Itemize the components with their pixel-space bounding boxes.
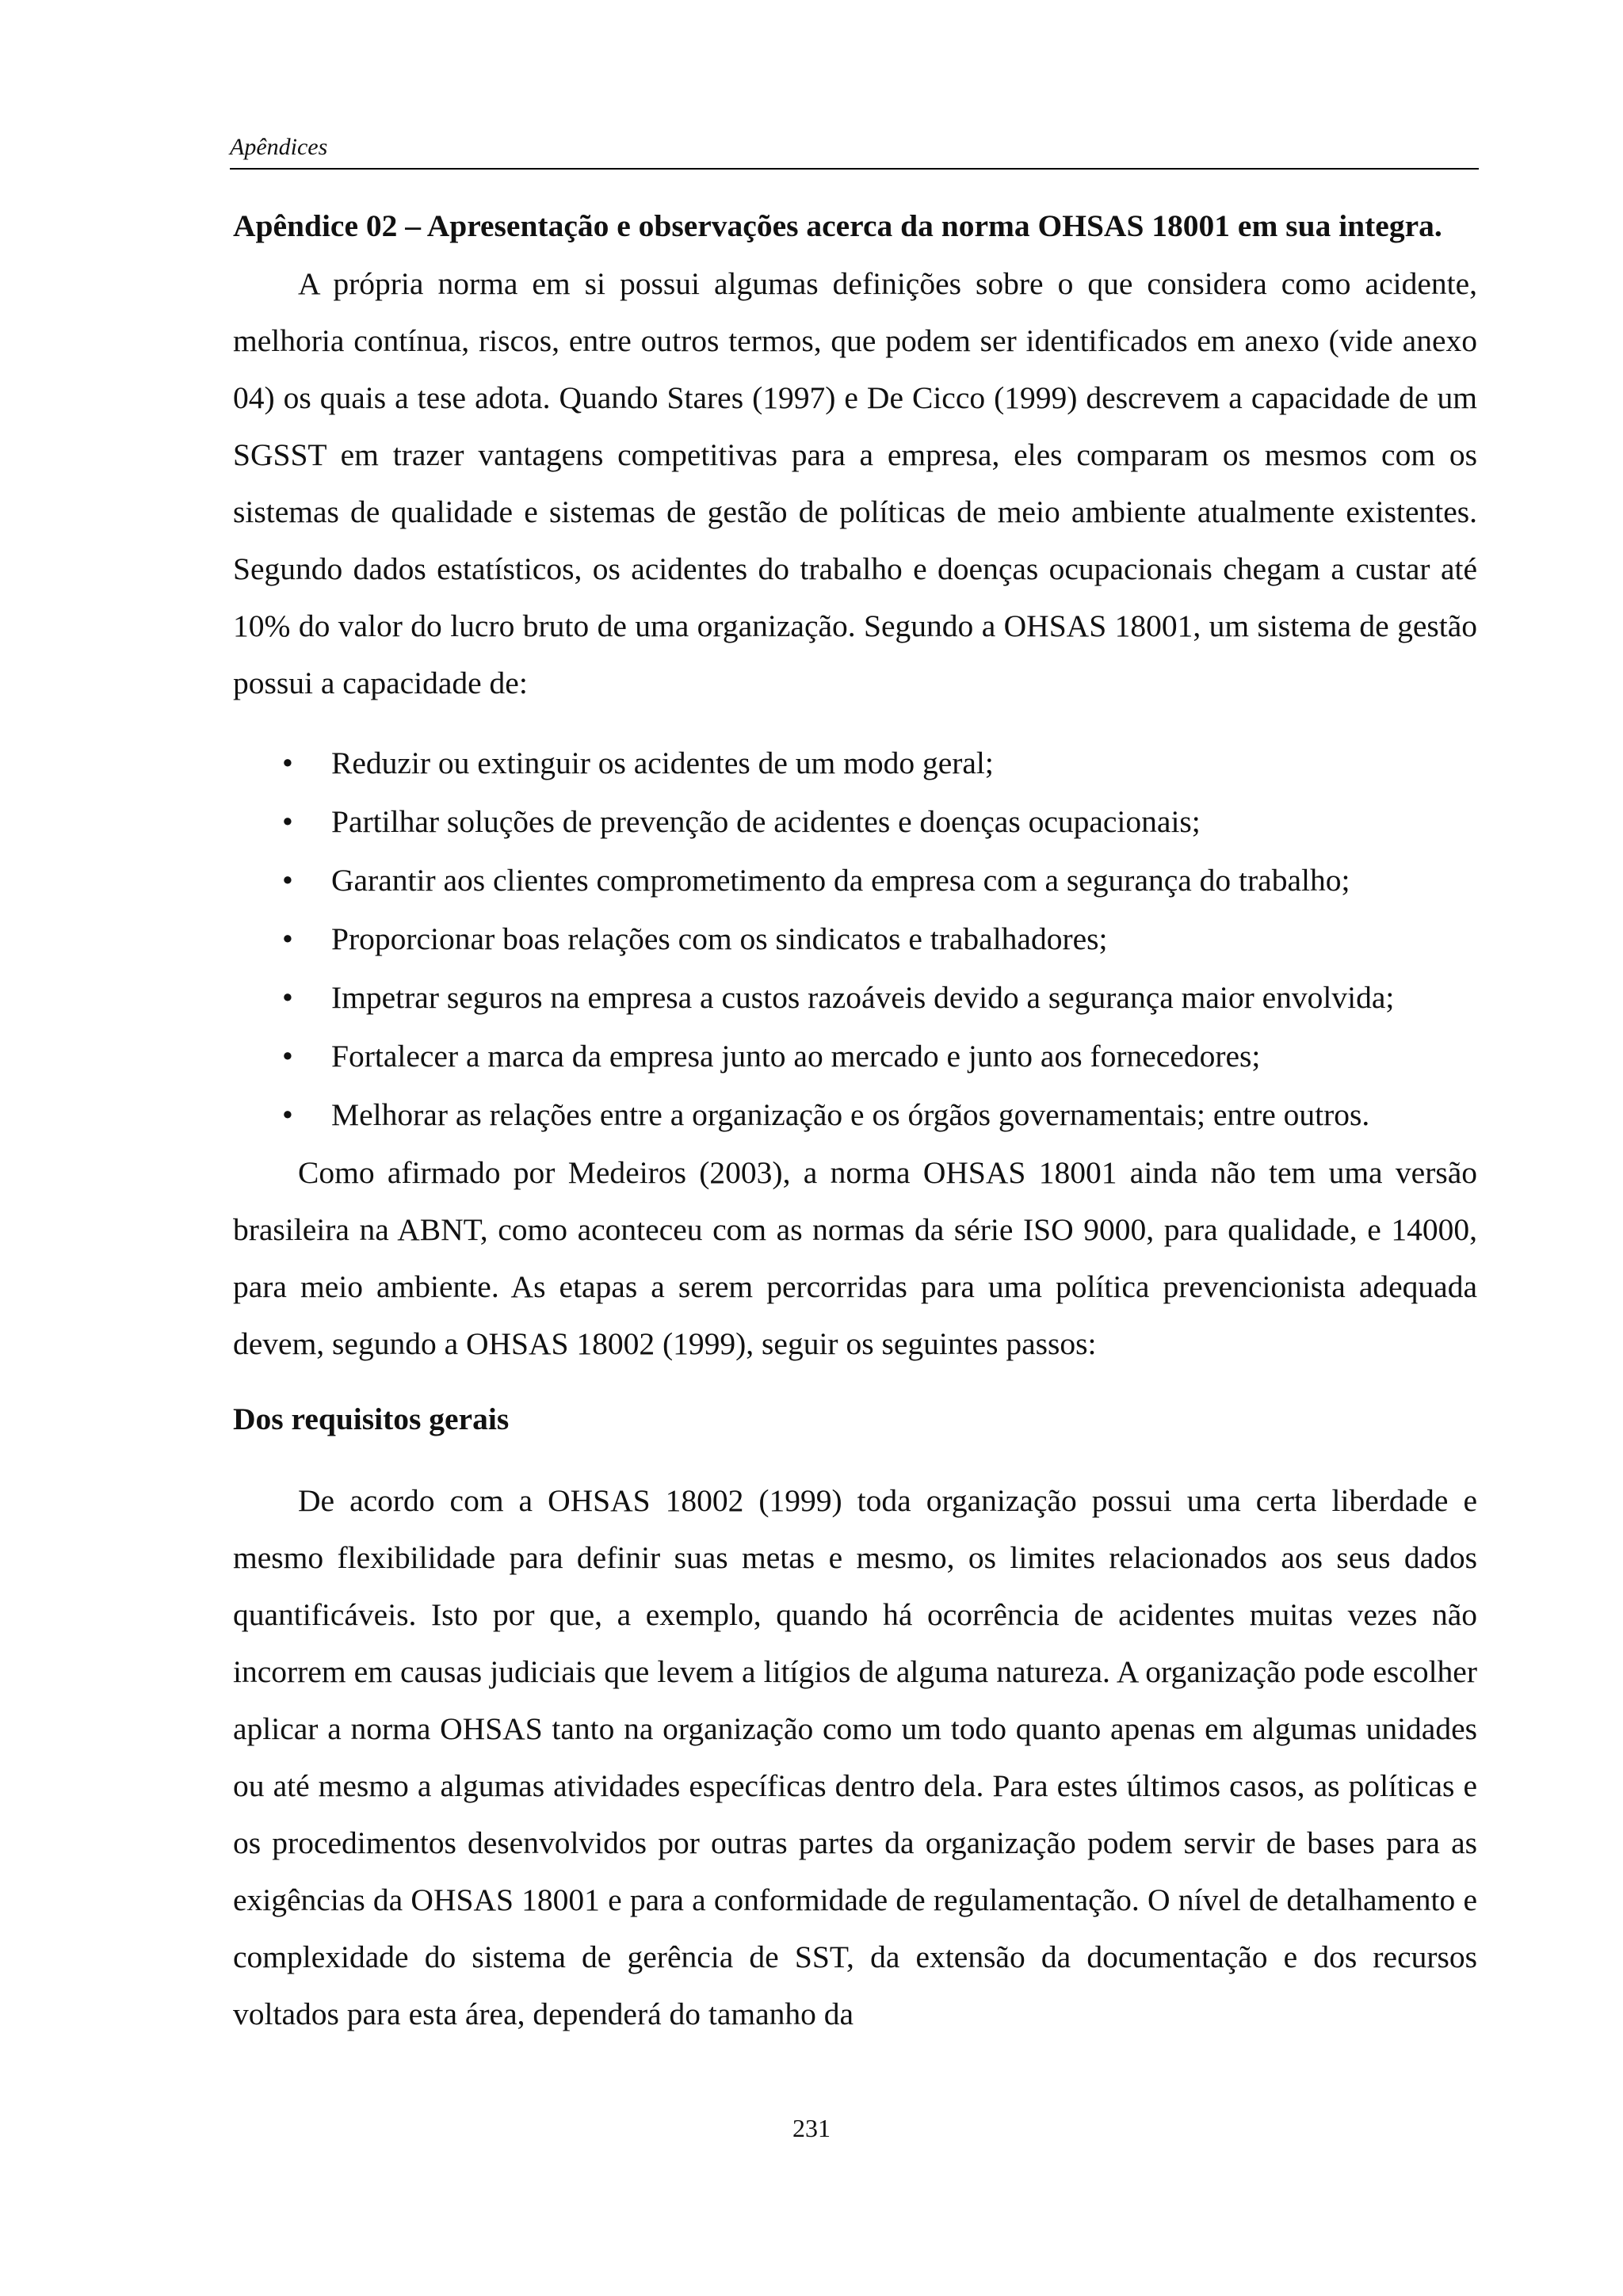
page-body	[233, 200, 1477, 2042]
list-item-text: Garantir aos clientes comprometimento da empresa com a segurança do trabalho;	[331, 863, 1350, 898]
page-number: 231	[792, 2114, 831, 2142]
paragraph-medeiros: Como afirmado por Medeiros (2003), a norma OHSAS 18001 ainda não tem uma versão brasileira na ABNT, como aconteceu com as normas da série ISO 9000, para qualidade, e 14000, para meio ambiente. As etapas a serem percorridas para uma política prevencionista adequada devem, segundo a OHSAS 18002 (1999), seguir os seguintes passos:	[233, 1155, 1477, 1361]
bullet-icon: •	[282, 1039, 293, 1074]
bullet-icon: •	[282, 804, 293, 839]
list-item-text: Melhorar as relações entre a organização e os órgãos governamentais; entre outros.	[331, 1097, 1370, 1132]
list-item-text: Partilhar soluções de prevenção de acidentes e doenças ocupacionais;	[331, 804, 1201, 839]
bullet-icon: •	[282, 746, 293, 780]
paragraph-requisitos: De acordo com a OHSAS 18002 (1999) toda organização possui uma certa liberdade e mesmo flexibilidade para definir suas metas e mesmo, os limites relacionados aos seus dados quantificáveis. Isto por que, a exemplo, quando há ocorrência de acidentes muitas vezes não incorrem em causas judiciais que levem a litígios de alguma natureza. A organização pode escolher aplicar a norma OHSAS tanto na organização como um todo quanto apenas em algumas unidades ou até mesmo a algumas atividades específicas dentro dela. Para estes últimos casos, as políticas e os procedimentos desenvolvidos por outras partes da organização podem servir de bases para as exigências da OHSAS 18001 e para a conformidade de regulamentação. O nível de detalhamento e complexidade do sistema de gerência de SST, da extensão da documentação e dos recursos voltados para esta área, dependerá do tamanho da	[233, 1483, 1477, 2031]
list-item	[233, 1085, 1477, 1144]
bullet-icon: •	[282, 863, 293, 898]
list-item	[233, 734, 1477, 792]
section-heading: Dos requisitos gerais	[233, 1402, 510, 1436]
bullet-icon: •	[282, 1097, 293, 1132]
list-item	[233, 792, 1477, 851]
list-item-text: Proporcionar boas relações com os sindicatos e trabalhadores;	[331, 921, 1108, 956]
appendix-title: Apêndice 02 – Apresentação e observações acerca da norma OHSAS 18001 em sua integra.	[233, 208, 1442, 243]
running-header: Apêndices	[230, 132, 1479, 170]
list-item-text: Reduzir ou extinguir os acidentes de um modo geral;	[331, 746, 994, 780]
bullet-list	[233, 734, 1477, 1144]
paragraph-intro: A própria norma em si possui algumas definições sobre o que considera como acidente, melhoria contínua, riscos, entre outros termos, que podem ser identificados em anexo (vide anexo 04) os quais a tese adota. Quando Stares (1997) e De Cicco (1999) descrevem a capacidade de um SGSST em trazer vantagens competitivas para a empresa, eles comparam os mesmos com os sistemas de qualidade e sistemas de gestão de políticas de meio ambiente atualmente existentes. Segundo dados estatísticos, os acidentes do trabalho e doenças ocupacionais chegam a custar até 10% do valor do lucro bruto de uma organização. Segundo a OHSAS 18001, um sistema de gestão possui a capacidade de:	[233, 266, 1477, 700]
bullet-icon: •	[282, 980, 293, 1015]
list-item	[233, 851, 1477, 910]
list-item-text: Fortalecer a marca da empresa junto ao mercado e junto aos fornecedores;	[331, 1039, 1261, 1074]
bullet-icon: •	[282, 921, 293, 956]
list-item	[233, 968, 1477, 1027]
list-item	[233, 1027, 1477, 1085]
list-item-text: Impetrar seguros na empresa a custos razoáveis devido a segurança maior envolvida;	[331, 980, 1395, 1015]
list-item	[233, 910, 1477, 968]
